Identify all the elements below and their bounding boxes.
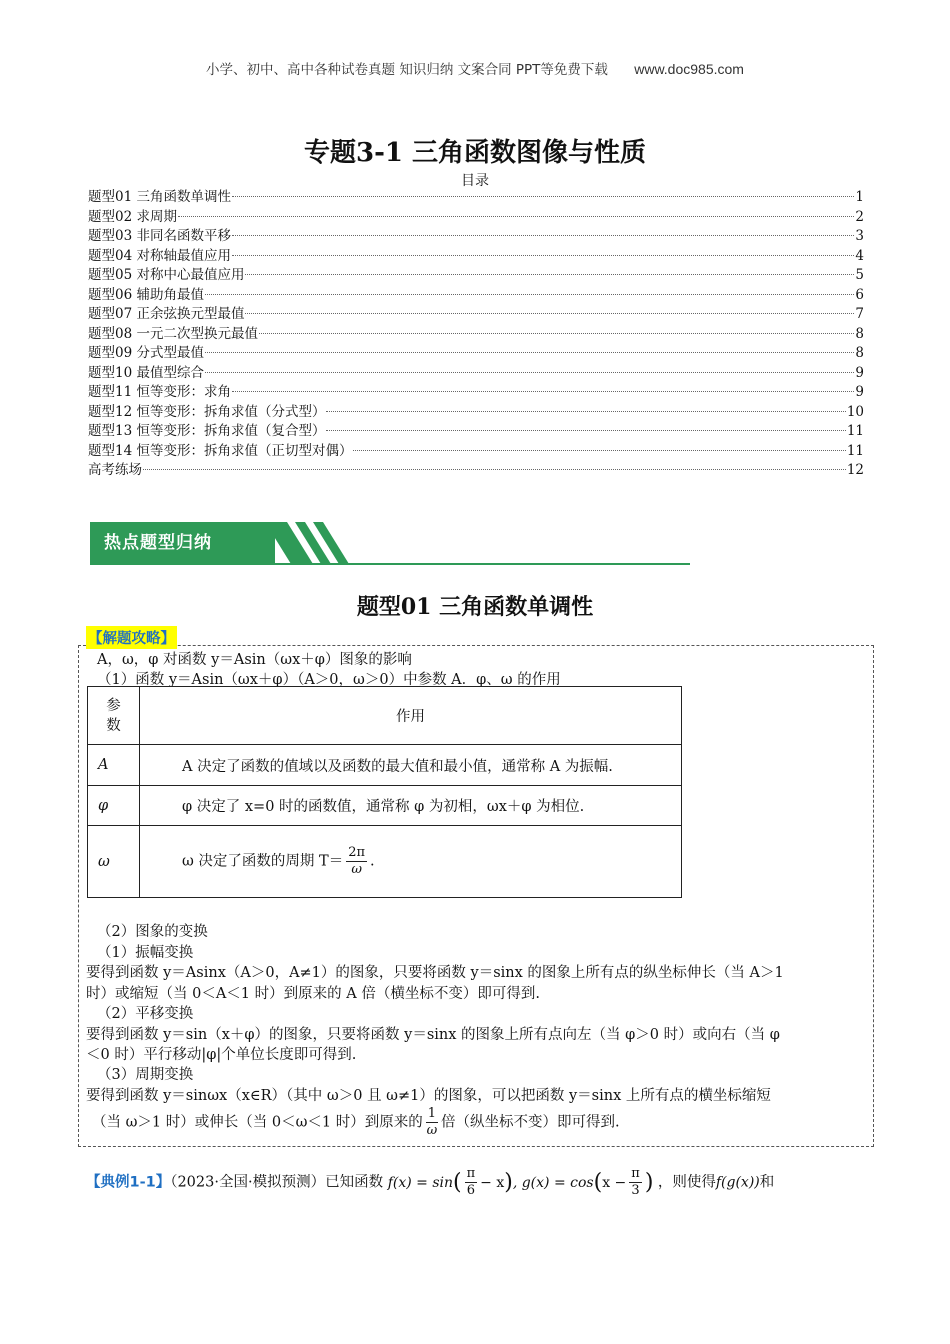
toc-entry-title: 题型08 一元二次型换元最值	[88, 325, 258, 342]
toc-leader-dots	[245, 274, 854, 275]
strategy-line-7: （2）平移变换	[97, 1006, 194, 1022]
toc-entry[interactable]	[88, 188, 864, 208]
strategy-line-4: （1）振幅变换	[97, 945, 194, 961]
toc-entry[interactable]	[88, 403, 864, 423]
toc-entry-page: 2	[855, 208, 864, 225]
banner-stripes-icon	[265, 522, 395, 564]
fraction-denominator: 3	[631, 1183, 640, 1198]
table-header-effect: 作用	[140, 687, 682, 745]
toc-entry-title: 题型03 非同名函数平移	[88, 228, 231, 244]
toc-entry-title: 高考练场	[88, 462, 142, 478]
toc-entry-title: 题型02 求周期	[88, 208, 177, 225]
fraction-numerator: 1	[427, 1106, 437, 1121]
toc-entry[interactable]	[88, 364, 864, 384]
period-tail: .	[370, 853, 375, 870]
toc-entry-page: 4	[855, 247, 864, 264]
table-row	[88, 745, 682, 786]
toc-entry[interactable]	[88, 422, 864, 442]
example-after: ，则使得	[657, 1174, 716, 1191]
strategy-line-12	[92, 1106, 620, 1139]
table-of-contents	[88, 188, 864, 481]
toc-leader-dots	[259, 333, 854, 334]
fraction-numerator: 2π	[348, 845, 366, 860]
toc-entry-title: 题型14 恒等变形：拆角求值（正切型对偶）	[88, 442, 353, 459]
toc-leader-dots	[205, 372, 854, 373]
toc-entry[interactable]	[88, 247, 864, 267]
table-cell-param: ω	[88, 826, 140, 898]
section-title: 题型01 三角函数单调性	[356, 594, 594, 620]
strategy-line-12b: 倍（纵坐标不变）即可得到.	[441, 1114, 620, 1131]
toc-leader-dots	[143, 469, 846, 470]
toc-leader-dots	[232, 255, 854, 256]
f-def-text: f(x) = sin	[387, 1174, 453, 1191]
toc-leader-dots	[178, 216, 854, 217]
strategy-line-5: 要得到函数 y＝Asinx（A＞0，A≠1）的图象，只要将函数 y＝sinx 的图象上所有点的纵坐标伸长（当 A＞1	[86, 965, 784, 981]
example-label: 【典例1-1】	[86, 1174, 171, 1191]
strategy-line-6: 时）或缩短（当 0＜A＜1 时）到原来的 A 倍（横坐标不变）即可得到.	[86, 986, 540, 1002]
toc-entry[interactable]	[88, 286, 864, 306]
toc-entry-title: 题型09 分式型最值	[88, 345, 204, 361]
toc-leader-dots	[232, 391, 854, 392]
toc-entry[interactable]	[88, 344, 864, 364]
toc-leader-dots	[232, 196, 854, 197]
period-text: ω 决定了函数的周期 T＝	[182, 853, 344, 870]
fg-composite: f(g(x))	[715, 1174, 760, 1191]
toc-entry-page: 11	[846, 442, 864, 459]
page-header	[0, 58, 950, 78]
strategy-line-1: A，ω，φ 对函数 y＝Asin（ωx＋φ）图象的影响	[97, 652, 412, 668]
toc-entry-title: 题型11 恒等变形：求角	[88, 384, 231, 400]
toc-leader-dots	[326, 411, 845, 412]
toc-entry-page: 11	[846, 423, 864, 439]
toc-entry-page: 1	[855, 189, 864, 205]
fraction-denominator: ω	[351, 862, 362, 877]
fraction-numerator: π	[466, 1166, 476, 1181]
banner-label: 热点题型归纳	[90, 522, 275, 564]
toc-leader-dots	[353, 450, 845, 451]
toc-entry-title: 题型04 对称轴最值应用	[88, 247, 231, 264]
header-url[interactable]: www.doc985.com	[634, 61, 744, 77]
toc-leader-dots	[245, 313, 854, 314]
toc-entry[interactable]	[88, 442, 864, 462]
toc-entry-title: 题型10 最值型综合	[88, 364, 204, 381]
toc-entry-page: 8	[855, 325, 864, 342]
table-row	[88, 826, 682, 898]
strategy-line-9: ＜0 时）平行移动|φ|个单位长度即可得到.	[86, 1047, 357, 1063]
f-tail: − x	[480, 1174, 505, 1191]
toc-entry-title: 题型05 对称中心最值应用	[88, 267, 245, 283]
table-cell-param: φ	[88, 786, 140, 826]
toc-entry[interactable]	[88, 266, 864, 286]
toc-entry[interactable]	[88, 227, 864, 247]
page-title: 专题3-1 三角函数图像与性质	[303, 138, 647, 168]
toc-entry-title: 题型01 三角函数单调性	[88, 189, 231, 205]
toc-leader-dots	[326, 430, 845, 431]
toc-entry-page: 7	[855, 306, 864, 322]
strategy-tag: 【解题攻略】	[86, 626, 177, 649]
toc-leader-dots	[232, 235, 854, 236]
toc-entry-title: 题型12 恒等变形：拆角求值（分式型）	[88, 403, 326, 420]
toc-heading: 目录	[461, 173, 489, 189]
toc-entry-title: 题型13 恒等变形：拆角求值（复合型）	[88, 423, 326, 439]
toc-entry-page: 5	[855, 267, 864, 283]
toc-leader-dots	[205, 352, 854, 353]
section-banner	[90, 522, 690, 566]
strategy-line-11: 要得到函数 y＝sinωx（x∈R）（其中 ω＞0 且 ω≠1）的图象，可以把函数 y＝sinx 上所有点的横坐标缩短	[86, 1088, 771, 1104]
g-def-text: , g(x) = cos	[512, 1174, 594, 1191]
strategy-line-12a: （当 ω＞1 时）或伸长（当 0＜ω＜1 时）到原来的	[92, 1114, 423, 1131]
toc-entry-title: 题型06 辅助角最值	[88, 286, 204, 303]
example-1-1	[86, 1166, 774, 1199]
fraction-denominator: 6	[466, 1183, 475, 1198]
toc-entry-page: 12	[846, 462, 864, 478]
strategy-line-2: （1）函数 y＝Asin（ωx＋φ）（A＞0，ω＞0）中参数 A．φ、ω 的作用	[97, 672, 561, 688]
toc-entry-page: 8	[855, 345, 864, 361]
header-text: 小学、初中、高中各种试卷真题 知识归纳 文案合同 PPT等免费下载	[206, 62, 608, 78]
toc-entry-page: 9	[855, 384, 864, 400]
toc-entry-page: 3	[855, 228, 864, 244]
toc-leader-dots	[205, 294, 854, 295]
fraction-denominator: ω	[426, 1123, 438, 1138]
example-source: （2023·全国·模拟预测）已知函数	[170, 1174, 384, 1191]
table-row	[88, 786, 682, 826]
strategy-line-10: （3）周期变换	[97, 1067, 194, 1083]
toc-entry-page: 9	[855, 364, 864, 381]
inverse-omega-fraction	[426, 1106, 438, 1139]
strategy-line-3: （2）图象的变换	[97, 924, 208, 940]
table-cell-effect: A 决定了函数的值域以及函数的最大值和最小值，通常称 A 为振幅.	[140, 745, 682, 786]
g-fraction	[629, 1166, 642, 1199]
period-fraction	[346, 845, 367, 878]
example-end: 和	[759, 1174, 775, 1191]
parameter-table	[87, 686, 682, 898]
table-cell-effect: φ 决定了 x=0 时的函数值，通常称 φ 为初相，ωx＋φ 为相位.	[140, 786, 682, 826]
toc-entry[interactable]	[88, 461, 864, 481]
fraction-numerator: π	[631, 1166, 640, 1181]
table-header-param: 参数	[88, 687, 140, 745]
toc-entry[interactable]	[88, 325, 864, 345]
toc-entry[interactable]	[88, 208, 864, 228]
strategy-line-8: 要得到函数 y＝sin（x＋φ）的图象，只要将函数 y＝sinx 的图象上所有点向左（当 φ＞0 时）或向右（当 φ	[86, 1027, 780, 1043]
g-head: x −	[602, 1174, 627, 1191]
f-fraction	[465, 1166, 478, 1199]
toc-entry-page: 10	[846, 403, 864, 420]
toc-entry[interactable]	[88, 305, 864, 325]
table-cell-effect	[140, 826, 682, 898]
toc-entry-title: 题型07 正余弦换元型最值	[88, 306, 245, 322]
table-header-row	[88, 687, 682, 745]
banner-underline	[90, 563, 690, 565]
table-cell-param: A	[88, 745, 140, 786]
toc-entry[interactable]	[88, 383, 864, 403]
toc-entry-page: 6	[855, 286, 864, 303]
f-definition: f(x) = sin( $\frac{\pi}{6}$ − x), g(x) = cos(x − $\frac{\pi}{3}$ )	[387, 1166, 654, 1198]
